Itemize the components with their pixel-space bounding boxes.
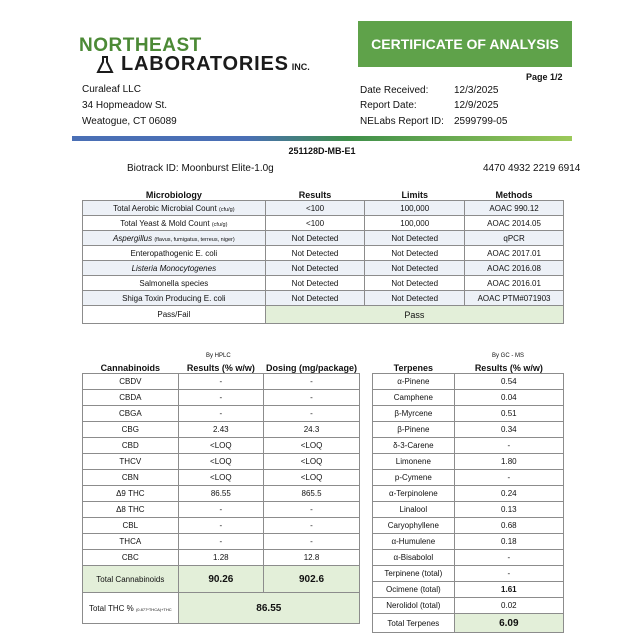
micro-limit: Not Detected bbox=[365, 291, 465, 306]
table-row bbox=[83, 438, 360, 454]
canna-dosing: - bbox=[264, 518, 360, 534]
canna-result: <LOQ bbox=[178, 470, 263, 486]
terp-name: Terpinene (total) bbox=[373, 566, 455, 582]
micro-test-name: Total Aerobic Microbial Count bbox=[113, 203, 217, 213]
micro-test: Shiga Toxin Producing E. coli bbox=[83, 291, 266, 306]
micro-test-unit: (cfu/g) bbox=[211, 221, 228, 228]
total-cannabinoids-label: Total Cannabinoids bbox=[83, 566, 179, 593]
terp-result: 0.04 bbox=[454, 390, 563, 406]
micro-header-test: Microbiology bbox=[145, 190, 202, 200]
terp-name: α-Pinene bbox=[373, 374, 455, 390]
micro-test-name: Aspergillus bbox=[112, 233, 153, 243]
table-row bbox=[373, 534, 564, 550]
terp-name: α-Terpinolene bbox=[373, 486, 455, 502]
terp-result: 0.34 bbox=[454, 422, 563, 438]
logo-northeast: NORTHEAST bbox=[79, 35, 202, 56]
micro-test bbox=[83, 231, 266, 246]
table-row bbox=[83, 261, 564, 276]
certificate-title: CERTIFICATE OF ANALYSIS bbox=[358, 21, 572, 67]
terp-result: 0.02 bbox=[454, 598, 563, 614]
terp-result: - bbox=[454, 566, 563, 582]
micro-test: Listeria Monocytogenes bbox=[83, 261, 266, 276]
terp-name: δ-3-Carene bbox=[373, 438, 455, 454]
micro-test-unit: (cfu/g) bbox=[218, 206, 235, 213]
micro-test bbox=[83, 201, 266, 216]
canna-result: <LOQ bbox=[178, 438, 263, 454]
total-thc-value: 86.55 bbox=[178, 593, 359, 624]
logo-laboratories bbox=[121, 53, 310, 76]
canna-name: CBN bbox=[83, 470, 179, 486]
canna-dosing: - bbox=[264, 534, 360, 550]
micro-result: Not Detected bbox=[265, 276, 365, 291]
total-thc-label: Total THC % bbox=[88, 603, 134, 613]
micro-limit: 100,000 bbox=[365, 216, 465, 231]
terp-name: Limonene bbox=[373, 454, 455, 470]
total-terpenes-row bbox=[373, 614, 564, 633]
canna-dosing: - bbox=[264, 502, 360, 518]
report-date-label: Report Date: bbox=[360, 100, 417, 111]
terp-result: 0.24 bbox=[454, 486, 563, 502]
canna-name: THCA bbox=[83, 534, 179, 550]
canna-result: 1.28 bbox=[178, 550, 263, 566]
total-cannabinoids-result: 90.26 bbox=[178, 566, 263, 593]
table-row bbox=[373, 550, 564, 566]
micro-test-unit: (flavus, fumigatus, terreus, niger) bbox=[154, 236, 235, 243]
table-row bbox=[373, 390, 564, 406]
header-divider bbox=[72, 136, 572, 141]
cannabinoids-method: By HPLC bbox=[206, 353, 231, 359]
table-row bbox=[83, 276, 564, 291]
terp-result: 0.13 bbox=[454, 502, 563, 518]
canna-result: 2.43 bbox=[178, 422, 263, 438]
micro-method: AOAC 2017.01 bbox=[465, 246, 564, 261]
terp-name: Nerolidol (total) bbox=[373, 598, 455, 614]
micro-test bbox=[83, 216, 266, 231]
terp-name: Camphene bbox=[373, 390, 455, 406]
client-city: Weatogue, CT 06089 bbox=[82, 116, 177, 127]
canna-dosing: 865.5 bbox=[264, 486, 360, 502]
passfail-label: Pass/Fail bbox=[83, 306, 266, 324]
canna-dosing: 24.3 bbox=[264, 422, 360, 438]
canna-header-results: Results (% w/w) bbox=[186, 363, 255, 373]
canna-name: CBL bbox=[83, 518, 179, 534]
table-row bbox=[83, 216, 564, 231]
terp-result: 0.51 bbox=[454, 406, 563, 422]
micro-limit: 100,000 bbox=[365, 201, 465, 216]
micro-header-methods: Methods bbox=[495, 190, 533, 200]
micro-limit: Not Detected bbox=[365, 276, 465, 291]
terp-result: - bbox=[454, 438, 563, 454]
client-street: 34 Hopmeadow St. bbox=[82, 100, 168, 111]
micro-limit: Not Detected bbox=[365, 261, 465, 276]
table-row bbox=[83, 374, 360, 390]
table-row bbox=[373, 582, 564, 598]
table-row bbox=[83, 406, 360, 422]
canna-result: <LOQ bbox=[178, 454, 263, 470]
date-received-label: Date Received: bbox=[360, 85, 429, 96]
table-row bbox=[83, 486, 360, 502]
client-name: Curaleaf LLC bbox=[82, 84, 141, 95]
terp-result: 1.61 bbox=[454, 582, 563, 598]
canna-dosing: - bbox=[264, 406, 360, 422]
table-row bbox=[83, 470, 360, 486]
canna-result: 86.55 bbox=[178, 486, 263, 502]
micro-limit: Not Detected bbox=[365, 246, 465, 261]
canna-dosing: 12.8 bbox=[264, 550, 360, 566]
sample-code: 251128D-MB-E1 bbox=[288, 146, 356, 156]
micro-result: Not Detected bbox=[265, 291, 365, 306]
terp-name: α-Humulene bbox=[373, 534, 455, 550]
canna-name: Δ9 THC bbox=[83, 486, 179, 502]
terp-name: α-Bisabolol bbox=[373, 550, 455, 566]
canna-dosing: <LOQ bbox=[264, 454, 360, 470]
micro-limit: Not Detected bbox=[365, 231, 465, 246]
table-row bbox=[373, 486, 564, 502]
table-row bbox=[373, 470, 564, 486]
terp-result: - bbox=[454, 470, 563, 486]
table-row bbox=[83, 246, 564, 261]
table-row bbox=[373, 454, 564, 470]
microbiology-table bbox=[82, 190, 564, 324]
flask-icon bbox=[96, 56, 114, 74]
micro-method: AOAC 2016.08 bbox=[465, 261, 564, 276]
biotrack-number: 4470 4932 2219 6914 bbox=[483, 163, 581, 174]
table-row bbox=[83, 422, 360, 438]
canna-name: CBDV bbox=[83, 374, 179, 390]
biotrack-label: Biotrack ID: bbox=[127, 163, 179, 174]
terp-name: β-Pinene bbox=[373, 422, 455, 438]
canna-name: Δ8 THC bbox=[83, 502, 179, 518]
biotrack-line bbox=[127, 163, 274, 174]
passfail-row bbox=[83, 306, 564, 324]
total-thc-label-cell bbox=[83, 593, 179, 624]
total-thc-row bbox=[83, 593, 360, 624]
canna-name: CBD bbox=[83, 438, 179, 454]
micro-method: AOAC 990.12 bbox=[465, 201, 564, 216]
terpenes-method: By GC - MS bbox=[492, 353, 525, 359]
terp-result: 1.80 bbox=[454, 454, 563, 470]
table-row bbox=[373, 566, 564, 582]
passfail-value: Pass bbox=[265, 306, 563, 324]
canna-result: - bbox=[178, 406, 263, 422]
logo-inc: INC. bbox=[291, 62, 310, 72]
canna-result: - bbox=[178, 534, 263, 550]
report-id-label: NELabs Report ID: bbox=[360, 116, 444, 127]
canna-name: CBGA bbox=[83, 406, 179, 422]
canna-dosing: - bbox=[264, 390, 360, 406]
terp-result: 0.18 bbox=[454, 534, 563, 550]
table-row bbox=[83, 201, 564, 216]
canna-dosing: <LOQ bbox=[264, 470, 360, 486]
canna-name: THCV bbox=[83, 454, 179, 470]
terp-name: Caryophyllene bbox=[373, 518, 455, 534]
table-row bbox=[373, 422, 564, 438]
canna-dosing: - bbox=[264, 374, 360, 390]
table-row bbox=[83, 231, 564, 246]
total-terpenes-value: 6.09 bbox=[454, 614, 563, 633]
table-row bbox=[373, 598, 564, 614]
canna-name: CBG bbox=[83, 422, 179, 438]
micro-method: qPCR bbox=[465, 231, 564, 246]
canna-name: CBC bbox=[83, 550, 179, 566]
terp-name: Ocimene (total) bbox=[373, 582, 455, 598]
canna-result: - bbox=[178, 374, 263, 390]
terp-result: - bbox=[454, 550, 563, 566]
micro-result: Not Detected bbox=[265, 231, 365, 246]
total-terpenes-label: Total Terpenes bbox=[373, 614, 455, 633]
micro-method: AOAC 2016.01 bbox=[465, 276, 564, 291]
page-number: Page 1/2 bbox=[526, 72, 563, 82]
product-name: Moonburst Elite-1.0g bbox=[181, 163, 274, 174]
canna-header-name: Cannabinoids bbox=[100, 363, 161, 373]
micro-method: AOAC 2014.05 bbox=[465, 216, 564, 231]
terp-header-results: Results (% w/w) bbox=[474, 363, 543, 373]
canna-result: - bbox=[178, 390, 263, 406]
micro-header-limits: Limits bbox=[401, 190, 428, 200]
micro-method: AOAC PTM#071903 bbox=[465, 291, 564, 306]
terp-header-name: Terpenes bbox=[393, 363, 433, 373]
logo-laboratories-text: LABORATORIES bbox=[121, 53, 289, 75]
cannabinoids-table bbox=[82, 363, 360, 624]
table-row bbox=[83, 454, 360, 470]
total-thc-formula: (0.877*THCA)+THC bbox=[135, 606, 172, 612]
table-row bbox=[373, 374, 564, 390]
terp-result: 0.68 bbox=[454, 518, 563, 534]
table-row bbox=[83, 518, 360, 534]
micro-result: <100 bbox=[265, 216, 365, 231]
micro-test: Salmonella species bbox=[83, 276, 266, 291]
canna-result: - bbox=[178, 518, 263, 534]
table-row bbox=[373, 438, 564, 454]
terpenes-table bbox=[372, 363, 564, 633]
canna-name: CBDA bbox=[83, 390, 179, 406]
terp-name: Linalool bbox=[373, 502, 455, 518]
micro-result: Not Detected bbox=[265, 261, 365, 276]
terp-name: p-Cymene bbox=[373, 470, 455, 486]
date-received: 12/3/2025 bbox=[454, 85, 499, 96]
micro-header-results: Results bbox=[298, 190, 332, 200]
micro-test: Enteropathogenic E. coli bbox=[83, 246, 266, 261]
report-date: 12/9/2025 bbox=[454, 100, 499, 111]
micro-result: Not Detected bbox=[265, 246, 365, 261]
total-cannabinoids-row bbox=[83, 566, 360, 593]
canna-result: - bbox=[178, 502, 263, 518]
table-row bbox=[373, 518, 564, 534]
canna-dosing: <LOQ bbox=[264, 438, 360, 454]
table-row bbox=[373, 406, 564, 422]
table-row bbox=[83, 550, 360, 566]
table-row bbox=[373, 502, 564, 518]
canna-header-dosing: Dosing (mg/package) bbox=[266, 363, 358, 373]
report-id: 2599799-05 bbox=[454, 116, 508, 127]
micro-result: <100 bbox=[265, 201, 365, 216]
total-cannabinoids-dosing: 902.6 bbox=[264, 566, 360, 593]
table-row bbox=[83, 390, 360, 406]
terp-name: β-Myrcene bbox=[373, 406, 455, 422]
table-row bbox=[83, 291, 564, 306]
terp-result: 0.54 bbox=[454, 374, 563, 390]
table-row bbox=[83, 534, 360, 550]
micro-test-name: Total Yeast & Mold Count bbox=[120, 218, 210, 228]
table-row bbox=[83, 502, 360, 518]
